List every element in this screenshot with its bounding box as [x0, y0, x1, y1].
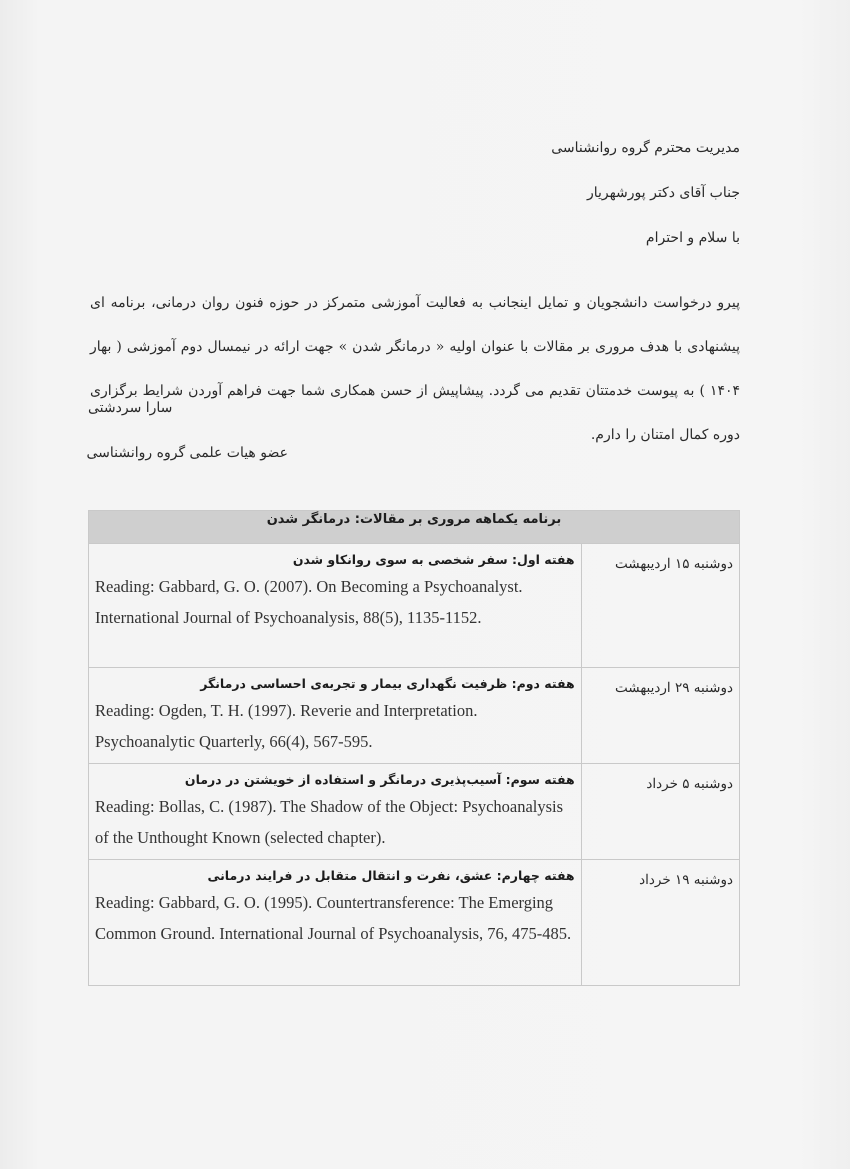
session-date: دوشنبه ۵ خرداد	[581, 764, 739, 860]
reading-reference: Reading: Gabbard, G. O. (1995). Countertransference: The Emerging Common Ground. International Journal of Psychoanalysis, 76, 475-485.	[95, 893, 572, 943]
letter-body: پیرو درخواست دانشجویان و تمایل اینجانب به فعالیت آموزشی متمرکز در حوزه فنون روان درمانی، برنامه ای پیشنهادی با هدف مروری بر مقالات با عنوان اولیه « درمانگر شدن » جهت ارائه در نیمسال دوم آموزشی ( بهار ۱۴۰۴ ) به پیوست خدمتتان تقدیم می گردد. پیشاپیش از حسن همکاری شما جهت فراهم آوردن شرایط برگزاری دوره کمال امتنان را دارم.	[90, 295, 740, 443]
week-title: هفته سوم: آسیب‌پذیری درمانگر و استفاده از خویشتن در درمان	[184, 772, 575, 787]
signature-title: عضو هیات علمی گروه روانشناسی	[86, 445, 288, 461]
table-row	[89, 544, 740, 668]
reading-reference: Reading: Gabbard, G. O. (2007). On Becoming a Psychoanalyst. International Journal of Psychoanalysis, 88(5), 1135-1152.	[95, 577, 523, 627]
session-content	[89, 544, 582, 668]
week-title: هفته دوم: ظرفیت نگهداری بیمار و تجربه‌ی احساسی درمانگر	[200, 676, 575, 691]
table-row	[89, 668, 740, 764]
week-title: هفته چهارم: عشق، نفرت و انتقال متقابل در فرایند درمانی	[207, 868, 575, 883]
session-date: دوشنبه ۱۵ اردیبهشت	[581, 544, 739, 668]
session-content	[89, 860, 582, 986]
table-header-row	[89, 511, 740, 544]
week-title: هفته اول: سفر شخصی به سوی روانکاو شدن	[292, 552, 575, 567]
table-row	[89, 764, 740, 860]
recipient-line-2: جناب آقای دکتر پورشهریار	[586, 185, 740, 201]
program-table	[88, 510, 740, 986]
session-date: دوشنبه ۲۹ اردیبهشت	[581, 668, 739, 764]
session-content	[89, 668, 582, 764]
session-date: دوشنبه ۱۹ خرداد	[581, 860, 739, 986]
recipient-line-1: مدیریت محترم گروه روانشناسی	[551, 140, 740, 156]
reading-reference: Reading: Bollas, C. (1987). The Shadow of the Object: Psychoanalysis of the Unthought Known (selected chapter).	[95, 797, 564, 847]
table-row	[89, 860, 740, 986]
reading-reference: Reading: Ogden, T. H. (1997). Reverie and Interpretation. Psychoanalytic Quarterly, 66(4), 567-595.	[95, 701, 478, 751]
signature-name: سارا سردشتی	[88, 400, 173, 416]
greeting: با سلام و احترام	[645, 230, 740, 246]
program-title: برنامه یکماهه مروری بر مقالات: درمانگر شدن	[89, 511, 740, 544]
session-content	[89, 764, 582, 860]
